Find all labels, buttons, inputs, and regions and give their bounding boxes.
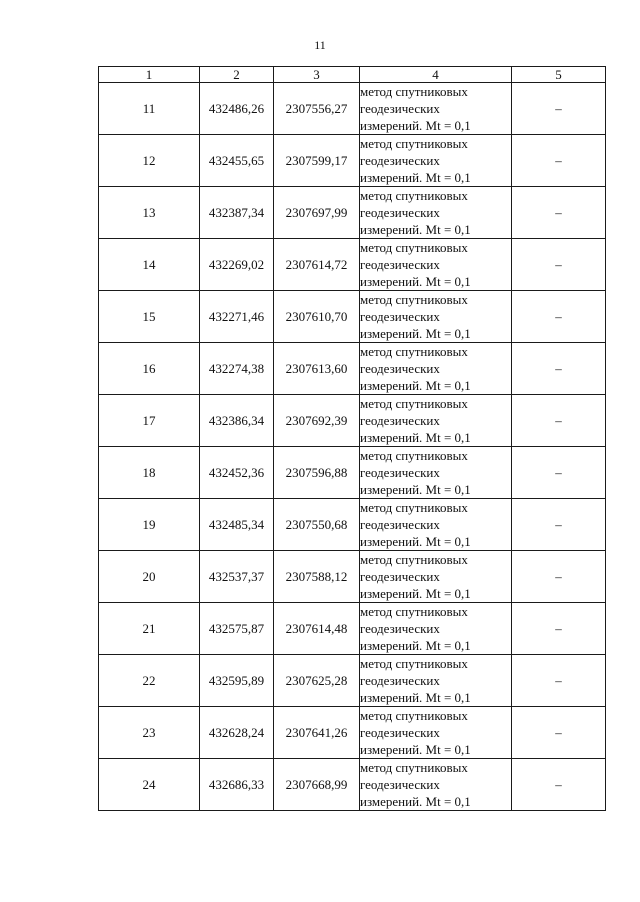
table-row	[99, 447, 606, 499]
x-coordinate-cell: 432452,36	[200, 447, 274, 499]
x-coordinate-cell: 432274,38	[200, 343, 274, 395]
point-number-cell: 20	[99, 551, 200, 603]
point-number-cell: 12	[99, 135, 200, 187]
method-cell: метод спутниковых геодезических измерений. Mt = 0,1	[360, 707, 512, 759]
point-number-cell: 13	[99, 187, 200, 239]
y-coordinate-cell: 2307614,72	[274, 239, 360, 291]
y-coordinate-cell: 2307641,26	[274, 707, 360, 759]
method-cell: метод спутниковых геодезических измерений. Mt = 0,1	[360, 343, 512, 395]
table-row	[99, 499, 606, 551]
column-header-3: 3	[274, 67, 360, 83]
x-coordinate-cell: 432595,89	[200, 655, 274, 707]
point-number-cell: 22	[99, 655, 200, 707]
method-cell: метод спутниковых геодезических измерений. Mt = 0,1	[360, 655, 512, 707]
y-coordinate-cell: 2307692,39	[274, 395, 360, 447]
table-row	[99, 291, 606, 343]
point-number-cell: 19	[99, 499, 200, 551]
method-cell: метод спутниковых геодезических измерений. Mt = 0,1	[360, 239, 512, 291]
note-cell: –	[512, 187, 606, 239]
method-cell: метод спутниковых геодезических измерений. Mt = 0,1	[360, 551, 512, 603]
note-cell: –	[512, 499, 606, 551]
x-coordinate-cell: 432628,24	[200, 707, 274, 759]
note-cell: –	[512, 603, 606, 655]
method-cell: метод спутниковых геодезических измерений. Mt = 0,1	[360, 83, 512, 135]
column-header-2: 2	[200, 67, 274, 83]
y-coordinate-cell: 2307668,99	[274, 759, 360, 811]
note-cell: –	[512, 447, 606, 499]
table-header-row	[99, 67, 606, 83]
note-cell: –	[512, 707, 606, 759]
table-row	[99, 395, 606, 447]
point-number-cell: 15	[99, 291, 200, 343]
x-coordinate-cell: 432387,34	[200, 187, 274, 239]
note-cell: –	[512, 135, 606, 187]
method-cell: метод спутниковых геодезических измерений. Mt = 0,1	[360, 447, 512, 499]
y-coordinate-cell: 2307556,27	[274, 83, 360, 135]
coordinates-table-body	[99, 67, 606, 811]
method-cell: метод спутниковых геодезических измерений. Mt = 0,1	[360, 291, 512, 343]
x-coordinate-cell: 432486,26	[200, 83, 274, 135]
note-cell: –	[512, 291, 606, 343]
table-row	[99, 343, 606, 395]
point-number-cell: 21	[99, 603, 200, 655]
table-row	[99, 239, 606, 291]
y-coordinate-cell: 2307588,12	[274, 551, 360, 603]
x-coordinate-cell: 432575,87	[200, 603, 274, 655]
method-cell: метод спутниковых геодезических измерений. Mt = 0,1	[360, 759, 512, 811]
method-cell: метод спутниковых геодезических измерений. Mt = 0,1	[360, 187, 512, 239]
note-cell: –	[512, 759, 606, 811]
table-row	[99, 187, 606, 239]
x-coordinate-cell: 432485,34	[200, 499, 274, 551]
table-row	[99, 135, 606, 187]
note-cell: –	[512, 239, 606, 291]
point-number-cell: 24	[99, 759, 200, 811]
note-cell: –	[512, 395, 606, 447]
note-cell: –	[512, 655, 606, 707]
x-coordinate-cell: 432386,34	[200, 395, 274, 447]
x-coordinate-cell: 432686,33	[200, 759, 274, 811]
point-number-cell: 17	[99, 395, 200, 447]
y-coordinate-cell: 2307550,68	[274, 499, 360, 551]
y-coordinate-cell: 2307599,17	[274, 135, 360, 187]
point-number-cell: 23	[99, 707, 200, 759]
y-coordinate-cell: 2307613,60	[274, 343, 360, 395]
table-row	[99, 83, 606, 135]
coordinates-table	[98, 66, 606, 811]
method-cell: метод спутниковых геодезических измерений. Mt = 0,1	[360, 603, 512, 655]
table-row	[99, 707, 606, 759]
method-cell: метод спутниковых геодезических измерений. Mt = 0,1	[360, 395, 512, 447]
point-number-cell: 16	[99, 343, 200, 395]
x-coordinate-cell: 432537,37	[200, 551, 274, 603]
y-coordinate-cell: 2307625,28	[274, 655, 360, 707]
note-cell: –	[512, 83, 606, 135]
table-row	[99, 551, 606, 603]
point-number-cell: 14	[99, 239, 200, 291]
point-number-cell: 18	[99, 447, 200, 499]
y-coordinate-cell: 2307610,70	[274, 291, 360, 343]
method-cell: метод спутниковых геодезических измерений. Mt = 0,1	[360, 135, 512, 187]
table-row	[99, 655, 606, 707]
x-coordinate-cell: 432455,65	[200, 135, 274, 187]
note-cell: –	[512, 551, 606, 603]
method-cell: метод спутниковых геодезических измерений. Mt = 0,1	[360, 499, 512, 551]
y-coordinate-cell: 2307596,88	[274, 447, 360, 499]
y-coordinate-cell: 2307697,99	[274, 187, 360, 239]
column-header-5: 5	[512, 67, 606, 83]
page-number: 11	[314, 38, 326, 52]
column-header-4: 4	[360, 67, 512, 83]
table-row	[99, 759, 606, 811]
point-number-cell: 11	[99, 83, 200, 135]
y-coordinate-cell: 2307614,48	[274, 603, 360, 655]
column-header-1: 1	[99, 67, 200, 83]
x-coordinate-cell: 432271,46	[200, 291, 274, 343]
note-cell: –	[512, 343, 606, 395]
table-row	[99, 603, 606, 655]
x-coordinate-cell: 432269,02	[200, 239, 274, 291]
